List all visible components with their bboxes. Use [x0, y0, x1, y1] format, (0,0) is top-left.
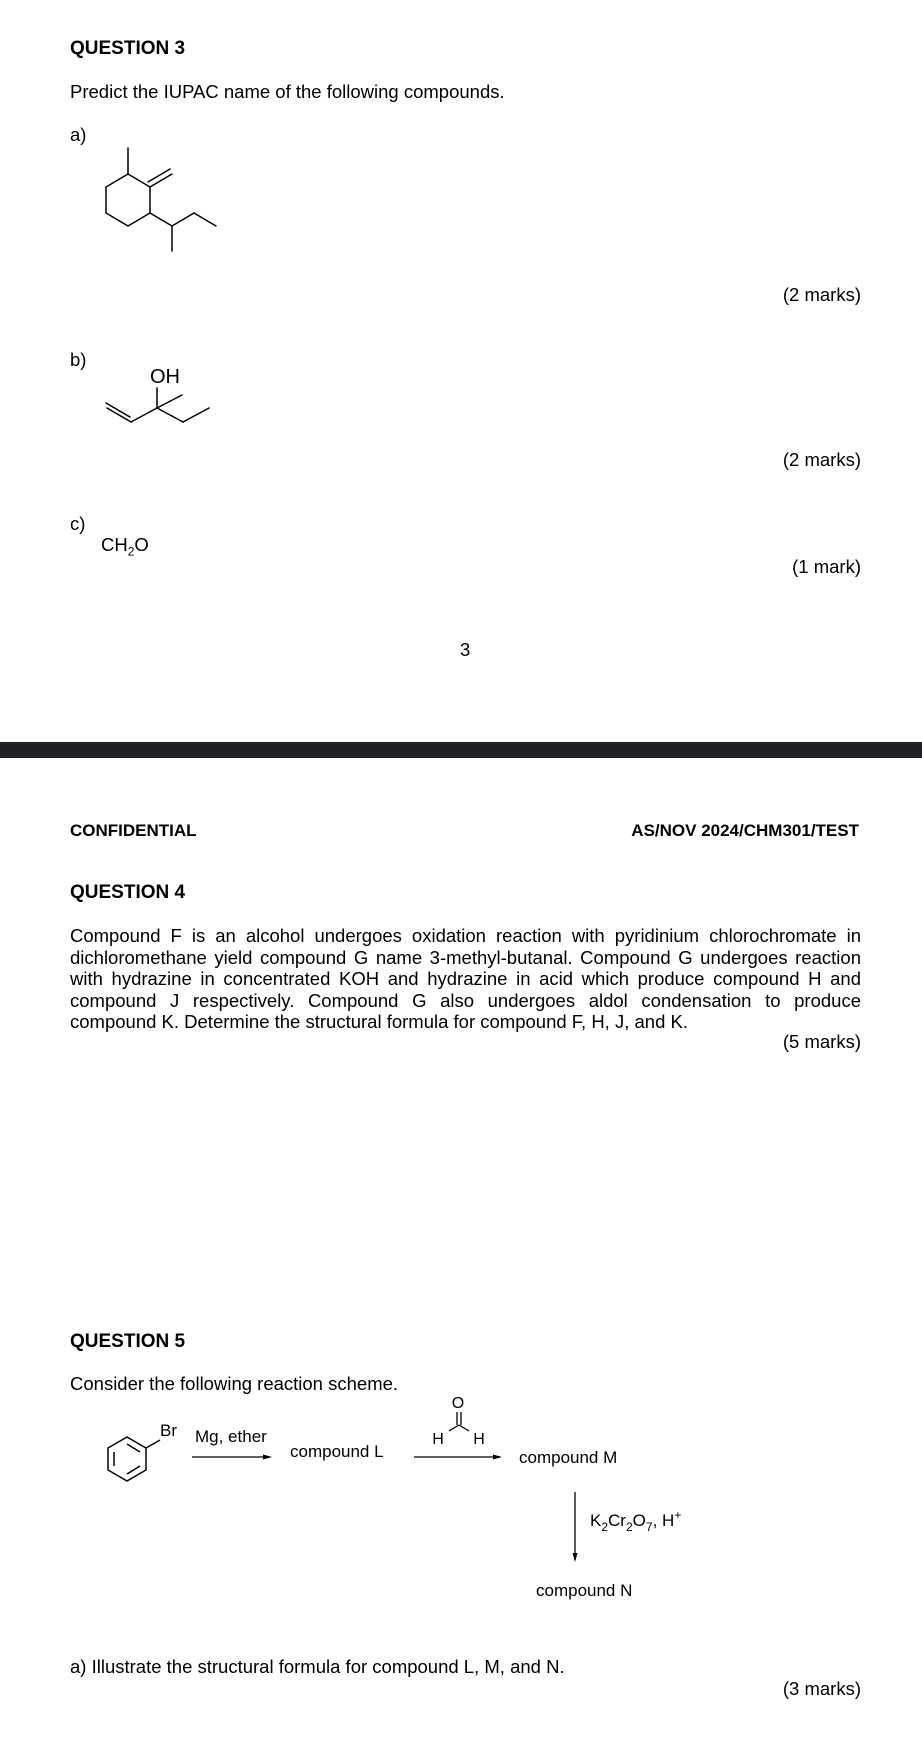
- part-b-marks: (2 marks): [782, 449, 861, 470]
- part-b-skeletal-structure: [0, 360, 260, 450]
- question-3-heading: QUESTION 3: [70, 38, 186, 59]
- reagent-mg-ether: Mg, ether: [195, 1427, 267, 1446]
- part-b-label: b): [70, 349, 87, 370]
- part-a-skeletal-structure: [0, 0, 260, 260]
- aldehyde-oxygen-label: O: [451, 1395, 465, 1412]
- formaldehyde-structure: [449, 1412, 469, 1431]
- reaction-arrow-1: [192, 1455, 272, 1460]
- part-a-label: a): [70, 124, 87, 145]
- question-5a-marks: (3 marks): [782, 1678, 861, 1699]
- reaction-arrow-3: [573, 1492, 578, 1562]
- reagent-dichromate: $K_2Cr_2O_7$, H+: [590, 1508, 682, 1534]
- question-3-prompt: Predict the IUPAC name of the following compounds.: [70, 81, 505, 102]
- question-5-heading: QUESTION 5: [70, 1331, 186, 1352]
- page-separator: [0, 742, 922, 758]
- compound-n-label: compound N: [536, 1581, 633, 1600]
- part-c-label: c): [70, 513, 86, 534]
- compound-l-label: compound L: [290, 1442, 384, 1461]
- confidential-header: CONFIDENTIAL: [70, 821, 197, 840]
- question-4-heading: QUESTION 4: [70, 882, 186, 903]
- reaction-scheme: [0, 1380, 922, 1610]
- bromo-label: Br: [160, 1421, 177, 1440]
- part-c-formula: $CH_2O$: [101, 534, 149, 559]
- compound-m-label: compound M: [519, 1448, 618, 1467]
- question-5-prompt: Consider the following reaction scheme.: [70, 1373, 399, 1394]
- part-a-marks: (2 marks): [782, 284, 861, 305]
- aldehyde-h-right-label: H: [473, 1431, 485, 1448]
- question-4-marks: (5 marks): [782, 1031, 861, 1052]
- reaction-arrow-2: [414, 1455, 502, 1460]
- benzene-ring: [108, 1437, 160, 1481]
- part-b-oh-label: OH: [150, 366, 180, 388]
- part-c-marks: (1 mark): [792, 556, 861, 577]
- aldehyde-h-left-label: H: [432, 1431, 444, 1448]
- question-5a-text: a) Illustrate the structural formula for compound L, M, and N.: [70, 1656, 565, 1677]
- page-number: 3: [460, 639, 471, 660]
- question-4-text: Compound F is an alcohol undergoes oxidation reaction with pyridinium chlorochromate in dichloromethane yield compound G name 3-methyl-butanal. Compound G undergoes reaction with hydrazine in concentrated KOH and hydrazine in acid which produce compound H and compound J respectively. Compound G also undergoes aldol condensation to produce compound K. Determine the structural formula for compound F, H, J, and K.: [70, 925, 861, 1032]
- exam-code-header: AS/NOV 2024/CHM301/TEST: [631, 821, 859, 840]
